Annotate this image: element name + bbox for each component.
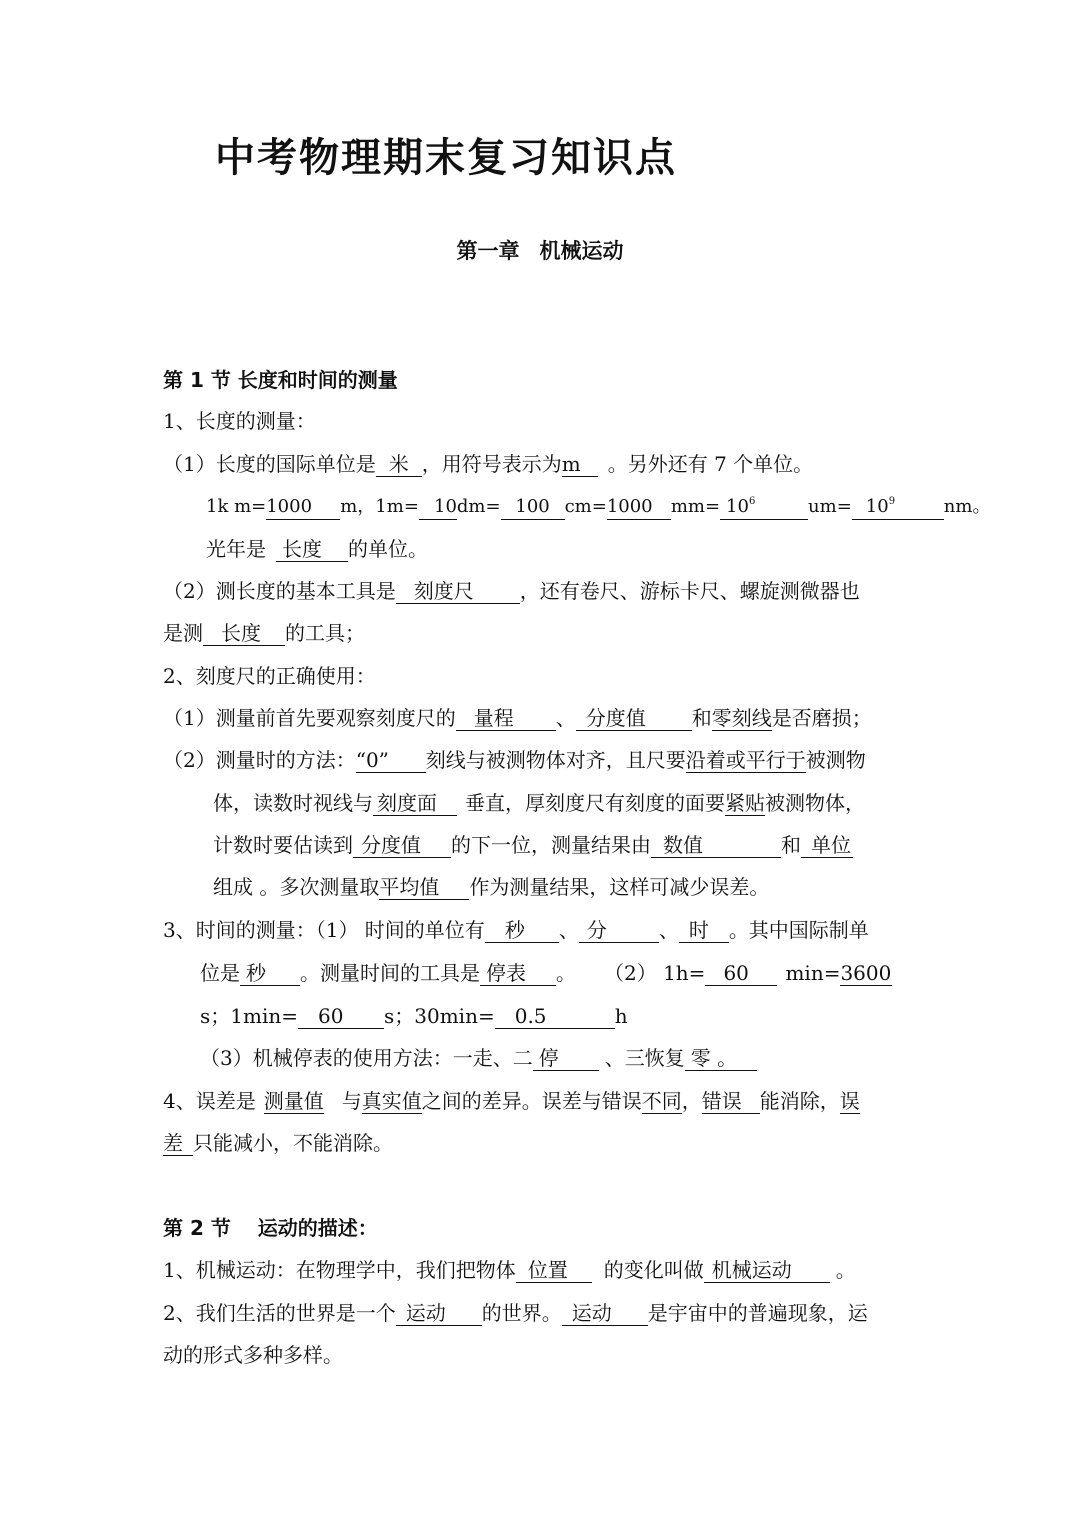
answer-blank: 零刻线 xyxy=(711,706,772,730)
answer-blank: $10^9$ xyxy=(852,495,944,520)
paragraph-length-unit: （1）长度的国际单位是 米 ，用符号表示为m 。另外还有 7 个单位。 xyxy=(163,452,814,476)
answer-blank: 分 xyxy=(579,918,659,943)
answer-blank: 3600 xyxy=(840,961,892,985)
answer-blank: 零 。 xyxy=(685,1046,757,1071)
answer-blank: 紧贴 xyxy=(725,791,765,815)
answer-blank: 机械运动 xyxy=(704,1258,830,1283)
paragraph-ruler-method-2: 体，读数时视线与 刻度面 垂直，厚刻度尺有刻度的面要紧贴被测物体， xyxy=(213,791,865,815)
answer-blank: 量程 xyxy=(456,706,556,731)
answer-blank: 时 xyxy=(679,918,729,943)
answer-blank: 真实值 xyxy=(361,1089,422,1113)
answer-blank: 平均值 xyxy=(379,875,469,900)
paragraph-ruler-method: （2）测量时的方法：“0” 刻线与被测物体对齐，且尺要沿着或平行于被测物 xyxy=(163,748,866,772)
paragraph-motion-forms: 动的形式多种多样。 xyxy=(163,1343,343,1367)
answer-blank: 长度 xyxy=(276,537,348,562)
answer-blank: 0.5 xyxy=(495,1004,615,1029)
answer-blank: 刻度尺 xyxy=(396,579,520,604)
paragraph-light-year: 光年是 长度 的单位。 xyxy=(206,537,428,561)
answer-blank: 错误 xyxy=(702,1089,760,1114)
answer-blank: 分度值 xyxy=(576,706,692,731)
answer-blank: 米 xyxy=(376,452,422,477)
paragraph-error: 4、误差是 测量值 与真实值之间的差异。误差与错误不同，错误 能消除，误 xyxy=(163,1089,860,1113)
paragraph-ruler-check: （1）测量前首先要观察刻度尺的 量程 、 分度值 和零刻线是否磨损； xyxy=(163,706,872,730)
answer-blank: 位置 xyxy=(516,1258,592,1283)
paragraph-tools-cont: 是测 长度 的工具； xyxy=(163,621,365,645)
answer-blank: 停表 xyxy=(480,961,556,986)
answer-blank: 不同 xyxy=(641,1089,682,1113)
paragraph-tools: （2）测长度的基本工具是 刻度尺 ，还有卷尺、游标卡尺、螺旋测微器也 xyxy=(163,579,860,603)
answer-blank: 停 xyxy=(533,1046,599,1071)
answer-blank: 10 xyxy=(419,495,457,520)
answer-blank: 分度值 xyxy=(353,833,451,858)
answer-blank: 1000 xyxy=(266,495,340,520)
answer-blank: 长度 xyxy=(203,621,285,646)
answer-blank: 秒 xyxy=(485,918,559,943)
answer-blank: 测量值 xyxy=(263,1089,324,1113)
answer-blank: 沿着或平行于 xyxy=(685,748,806,772)
item-ruler-usage: 2、刻度尺的正确使用： xyxy=(163,664,376,688)
answer-blank: 误 xyxy=(839,1089,860,1113)
answer-blank: 单位 xyxy=(801,833,853,858)
section-1-heading: 第 1 节 长度和时间的测量 xyxy=(163,368,398,392)
unit-conversion-line: 1k m=1000 m，1m= 10dm= 100 cm=1000 $mm= 10^6$ $um= 10^9$ nm。 xyxy=(206,492,990,522)
paragraph-mechanical-motion: 1、机械运动：在物理学中，我们把物体 位置 的变化叫做 机械运动 。 xyxy=(163,1258,856,1282)
answer-blank: 1000 xyxy=(607,495,671,520)
answer-blank: 刻度面 xyxy=(373,791,457,816)
paragraph-time-tools: 位是 秒 。测量时间的工具是 停表 。 （2） 1h= 60 min=3600 xyxy=(200,961,892,985)
paragraph-time-units: 3、时间的测量：（1） 时间的单位有 秒 、 分 、 时 。其中国际制单 xyxy=(163,918,869,942)
answer-blank: $10^6$ xyxy=(720,495,808,520)
answer-blank: 运动 xyxy=(396,1301,482,1326)
answer-blank: 秒 xyxy=(240,961,300,986)
answer-blank: 数值 xyxy=(651,833,781,858)
answer-blank: “0” xyxy=(356,748,426,773)
item-length-measure: 1、长度的测量： xyxy=(163,409,316,433)
paragraph-ruler-method-3: 计数时要估读到 分度值 的下一位，测量结果由 数值 和 单位 xyxy=(213,833,851,857)
paragraph-motion-world: 2、我们生活的世界是一个 运动 的世界。 运动 是宇宙中的普遍现象，运 xyxy=(163,1301,868,1325)
answer-blank: 100 xyxy=(501,495,565,520)
chapter-name: 机械运动 xyxy=(539,239,624,263)
chapter-heading xyxy=(0,235,1080,267)
answer-blank: 差 xyxy=(163,1131,193,1156)
paragraph-stopwatch: （3）机械停表的使用方法：一走、二 停 、三恢复 零 。 xyxy=(200,1043,757,1073)
answer-blank: 运动 xyxy=(562,1301,648,1326)
answer-blank: m xyxy=(562,452,598,477)
paragraph-time-conversion: s；1min= 60 s；30min= 0.5 h xyxy=(200,1004,628,1028)
section-2-heading: 第 2 节 运动的描述： xyxy=(163,1216,378,1240)
paragraph-ruler-method-4: 组成 。多次测量取平均值 作为测量结果，这样可减少误差。 xyxy=(213,875,770,899)
answer-blank: 60 xyxy=(298,1004,384,1029)
document-title: 中考物理期末复习知识点 xyxy=(215,135,677,181)
chapter-label: 第一章 xyxy=(456,239,520,263)
answer-blank: 60 xyxy=(705,961,777,986)
paragraph-error-cont: 差 只能减小，不能消除。 xyxy=(163,1131,393,1155)
